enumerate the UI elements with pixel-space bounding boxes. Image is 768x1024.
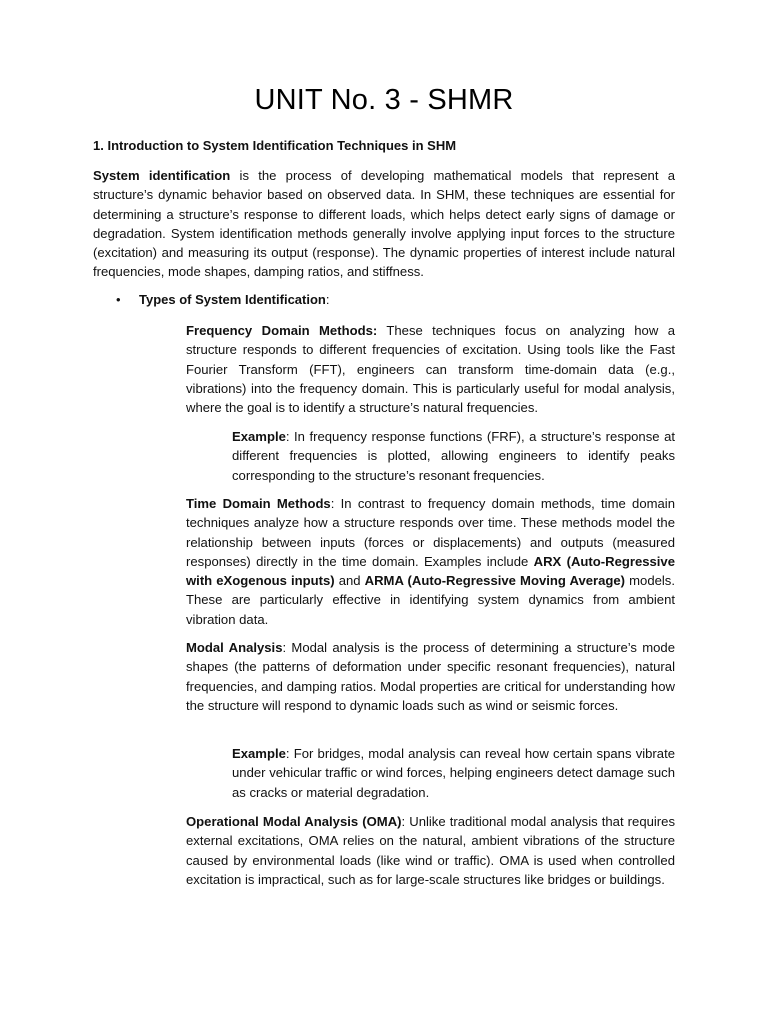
arma-term: ARMA (Auto-Regressive Moving Average) (364, 573, 626, 589)
frequency-example-text: : In frequency response functions (FRF), a structure’s response at different frequencies is plotted, allowing engineers to identify peaks corresponding to the structure’s resonant frequencies. (232, 429, 675, 483)
time-domain-paragraph (186, 494, 675, 629)
frequency-domain-paragraph (186, 321, 675, 417)
frequency-example-paragraph (232, 427, 675, 485)
frequency-text: These techniques focus on analyzing how a structure responds to different frequencies of excitation. Using tools like the Fast Fourier Transform (FFT), engineers can transform time-domain data (e.g., vibrations) into the frequency domain. This is particularly useful for modal analysis, where the goal is to identify a structure’s natural frequencies. (186, 323, 675, 416)
bullet-label: Types of System Identification (139, 292, 326, 307)
page-title: UNIT No. 3 - SHMR (254, 84, 514, 116)
modal-example-term: Example (232, 746, 286, 761)
oma-text: : Unlike traditional modal analysis that requires external excitations, OMA relies on the natural, ambient vibrations of the structure caused by environmental loads (like wind or traffic). OMA is used when controlled excitation is impractical, such as for large-scale structures like bridges or buildings. (186, 814, 675, 887)
modal-example-text: : For bridges, modal analysis can reveal how certain spans vibrate under vehicular traffic or wind forces, helping engineers detect damage such as cracks or material degradation. (232, 746, 675, 800)
intro-text: is the process of developing mathematical models that represent a structure’s dynamic behavior based on observed data. In SHM, these techniques are essential for determining a structure’s response to different loads, which helps detect early signs of damage or degradation. System identification methods generally involve applying input forces to the structure (excitation) and measuring its output (response). The dynamic properties of interest include natural frequencies, mode shapes, damping ratios, and stiffness. (93, 168, 675, 280)
modal-term: Modal Analysis (186, 640, 283, 655)
time-text-1: : In contrast to frequency domain methods, time domain techniques analyze how a structure responds over time. These methods model the relationship between inputs (forces or displacements) and outputs (measured responses) directly in the time domain. Examples include (186, 496, 675, 569)
arx-term: ARX (Auto-Regressive with eXogenous inputs) (186, 553, 676, 589)
time-text-2: models. These are particularly effective in identifying system dynamics from ambient vibration data. (186, 573, 675, 627)
intro-term: System identification (93, 168, 231, 183)
frequency-term: Frequency Domain Methods: (186, 323, 378, 338)
section-heading: 1. Introduction to System Identification Techniques in SHM (93, 138, 457, 153)
intro-paragraph (93, 166, 675, 282)
bullet-suffix: : (325, 292, 330, 307)
time-term: Time Domain Methods (186, 496, 331, 511)
bullet-dot-icon: • (116, 292, 121, 307)
frequency-example-term: Example (232, 429, 286, 444)
oma-paragraph (186, 812, 675, 889)
oma-term: Operational Modal Analysis (OMA) (186, 814, 402, 829)
modal-analysis-paragraph (186, 638, 675, 715)
bullet-types (116, 292, 329, 307)
modal-example-paragraph (232, 744, 675, 802)
time-and: and (334, 573, 365, 589)
modal-text: : Modal analysis is the process of determining a structure’s mode shapes (the patterns of deformation under specific resonant frequencies), natural frequencies, and damping ratios. Modal properties are critical for understanding how the structure will respond to dynamic loads such as wind or seismic forces. (186, 640, 675, 713)
